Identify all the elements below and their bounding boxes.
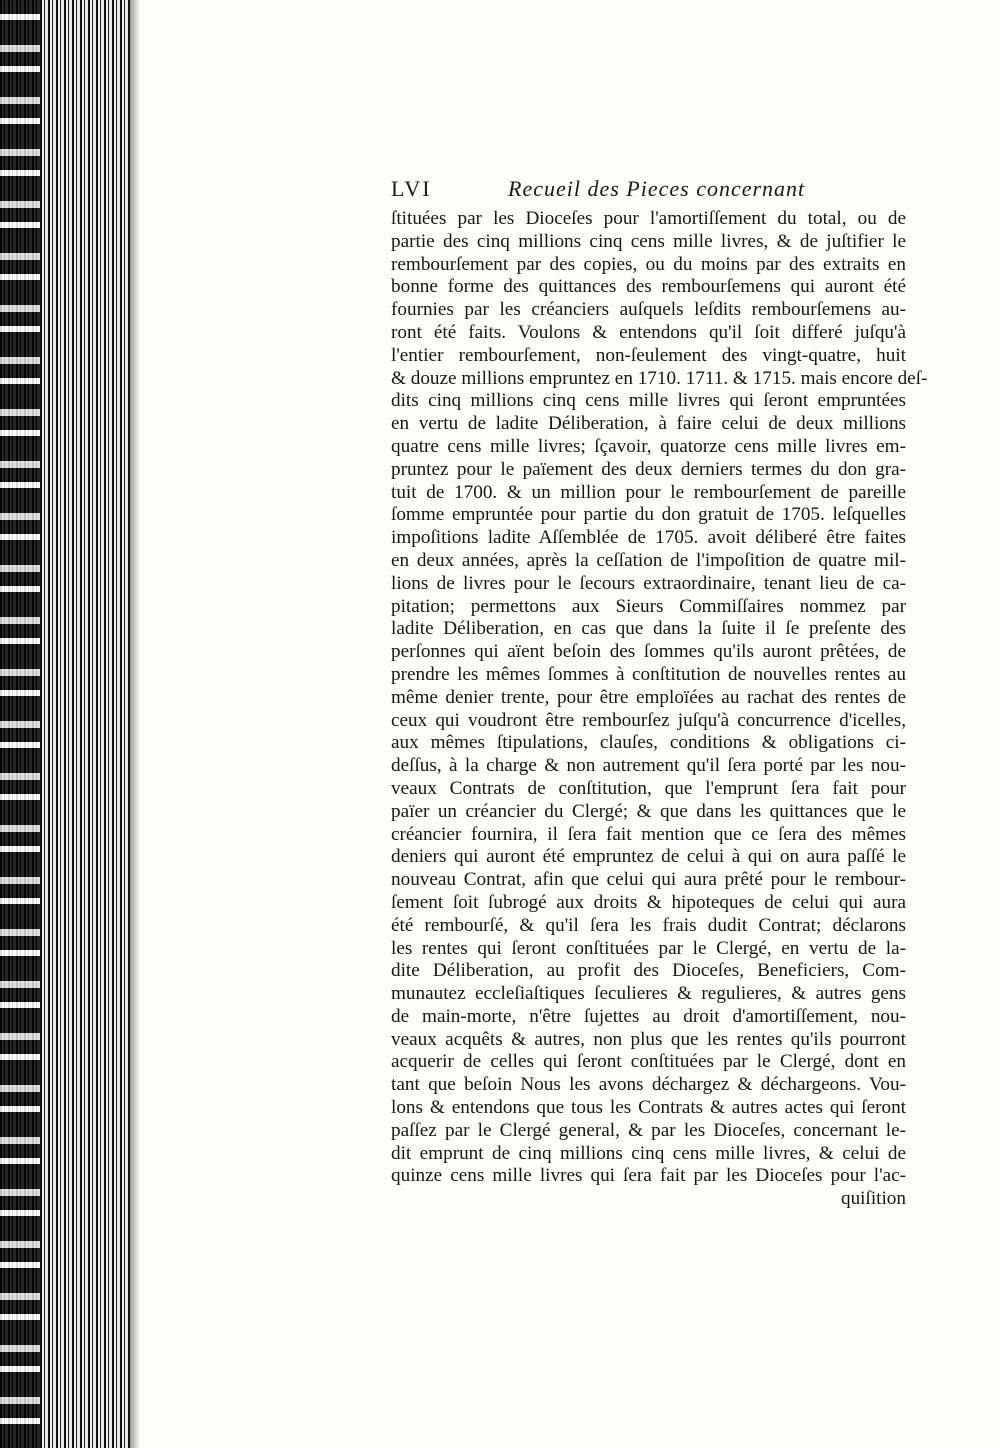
text-line: nouveau Contrat, afin que celui qui aura prêté pour le rembour- <box>391 869 906 891</box>
book-fore-edge <box>0 0 132 1448</box>
running-title: Recueil des Pieces concernant <box>508 176 806 201</box>
text-line: ceux qui voudront être rembourſez juſqu'à concurrence d'icelles, <box>391 709 906 731</box>
text-line: l'entier rembourſement, non-ſeulement des vingt-quatre, huit <box>391 344 906 366</box>
text-line: les rentes qui ſeront conſtituées par le Clergé, en vertu de la- <box>391 937 906 959</box>
text-line: pruntez pour le païement des deux derniers termes du don gra- <box>391 458 906 480</box>
text-line: veaux Contrats de conſtitution, que l'emprunt ſera fait pour <box>391 777 906 799</box>
text-line: deſſus, à la charge & non autrement qu'il ſera porté par les nou- <box>391 755 906 777</box>
text-line: ſtituées par les Dioceſes pour l'amortiſſement du total, ou de <box>391 208 906 229</box>
text-line: acquerir de celles qui ſeront conſtituées par le Clergé, dont en <box>391 1051 906 1073</box>
text-line: ront été faits. Voulons & entendons qu'il ſoit differé juſqu'à <box>391 321 906 343</box>
text-line: tant que beſoin Nous les avons déchargez & déchargeons. Vou- <box>391 1074 906 1096</box>
text-line: en deux années, après la ceſſation de l'impoſition de quatre mil- <box>391 549 906 571</box>
text-line: dit emprunt de cinq millions cinq cens mille livres, & celui de <box>391 1142 906 1164</box>
text-line: pitation; permettons aux Sieurs Commiſſaires nommez par <box>391 595 906 617</box>
text-line: & douze millions empruntez en 1710. 1711. & 1715. mais encore deſ- <box>391 367 928 389</box>
text-line: aux mêmes ſtipulations, clauſes, conditions & obligations ci- <box>391 732 906 754</box>
text-line: tuit de 1700. & un million pour le rembourſement de pareille <box>391 481 906 503</box>
text-line: bonne forme des quittances des rembourſemens qui auront été <box>391 276 906 298</box>
text-line: été rembourſé, & qu'il ſera les frais dudit Contrat; déclarons <box>391 914 906 936</box>
text-line: impoſitions ladite Aſſemblée de 1705. avoit déliberé être faites <box>391 527 906 549</box>
text-line: veaux acquêts & autres, non plus que les rentes qu'ils pourront <box>391 1028 906 1050</box>
text-line: païer un créancier du Clergé; & que dans les quittances que le <box>391 800 906 822</box>
text-line: ladite Déliberation, en cas que dans la ſuite il ſe preſente des <box>391 618 906 640</box>
text-line: lons & entendons que tous les Contrats & autres actes qui ſeront <box>391 1097 906 1119</box>
text-line: rembourſement par des copies, ou du moins par des extraits en <box>391 253 906 275</box>
text-line: en vertu de ladite Déliberation, à faire celui de deux millions <box>391 413 906 435</box>
text-line: ſomme empruntée pour partie du don gratuit de 1705. leſquelles <box>391 504 906 526</box>
text-line: quatre cens mille livres; ſçavoir, quatorze cens mille livres em- <box>391 435 906 457</box>
text-line: dite Déliberation, au profit des Dioceſes, Beneficiers, Com- <box>391 960 906 982</box>
text-line: dits cinq millions cinq cens mille livres qui ſeront empruntées <box>391 390 906 412</box>
text-line: ſement ſoit ſubrogé aux droits & hipoteques de celui qui aura <box>391 891 906 913</box>
page-folio: LVI <box>391 176 432 201</box>
body-text <box>391 208 928 1211</box>
text-line: quinze cens mille livres qui ſera fait par les Dioceſes pour l'ac- <box>391 1165 906 1187</box>
text-line: deniers qui auront été empruntez de celui à qui on aura paſſé le <box>391 846 906 868</box>
text-line: partie des cinq millions cinq cens mille livres, & de juſtifier le <box>391 230 906 252</box>
text-line: paſſez par le Clergé general, & par les Dioceſes, concernant le- <box>391 1119 906 1141</box>
text-line: perſonnes qui aïent beſoin des ſommes qu'ils auront prêtées, de <box>391 641 906 663</box>
running-head <box>391 176 906 206</box>
catchword: quiſition <box>840 1188 906 1210</box>
text-line: de main-morte, n'être ſujettes au droit d'amortiſſement, nou- <box>391 1005 906 1027</box>
text-line: fournies par les créanciers auſquels leſdits rembourſemens au- <box>391 299 906 321</box>
text-line: prendre les mêmes ſommes à conſtitution de nouvelles rentes au <box>391 663 906 685</box>
text-line: créancier fournira, il ſera fait mention que ce ſera des mêmes <box>391 823 906 845</box>
text-line: même denier trente, pour être emploïées au rachat des rentes de <box>391 686 906 708</box>
page-edges <box>0 0 40 1448</box>
text-line: munautez eccleſiaſtiques ſeculieres & regulieres, & autres gens <box>391 983 906 1005</box>
text-line: lions de livres pour le ſecours extraordinaire, tenant lieu de ca- <box>391 572 906 594</box>
